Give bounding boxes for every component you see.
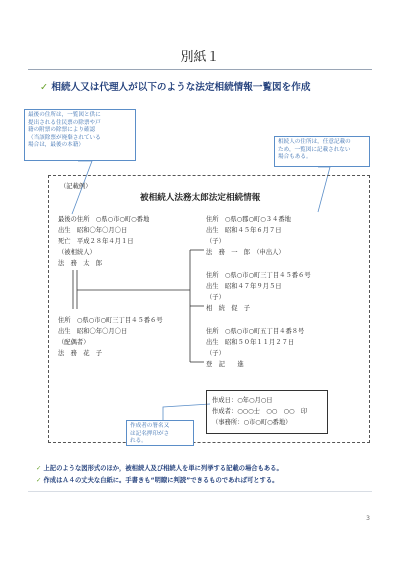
- callout-line: 最後の住所は，一覧図と供に: [28, 112, 101, 118]
- heir-3-birth: 出生 昭和５０年１１月２７日: [206, 339, 295, 346]
- check-icon: ✓: [36, 465, 42, 472]
- heir-3-name: 登 記 進: [206, 361, 244, 368]
- heir-1-role: （子）: [206, 238, 225, 245]
- spouse-role: （配偶者）: [58, 339, 90, 346]
- decedent-death: 死亡 平成２８年４月１日: [58, 238, 134, 245]
- decedent-birth: 出生 昭和〇年〇月〇日: [58, 227, 128, 234]
- author-office: （事務所：○市○町○番地）: [212, 419, 292, 426]
- decedent-address: 最後の住所 ○県○市○町○番地: [58, 216, 150, 223]
- heir-1-address: 住所 ○県○郡○町○３４番地: [206, 216, 291, 223]
- spouse-name: 法 務 花 子: [58, 350, 103, 357]
- note-text: 上記のような図形式のほか，被相続人及び相続人を単に列挙する記載の場合もある。: [43, 465, 283, 472]
- spouse-birth: 出生 昭和〇年〇月〇日: [58, 328, 128, 335]
- heir-2-birth: 出生 昭和４７年９月５日: [206, 283, 282, 290]
- decedent-role: （被相続人）: [58, 249, 96, 256]
- note-2: [36, 475, 278, 484]
- note-1: [36, 463, 283, 472]
- heir-2-address: 住所 ○県○市○町三丁目４５番６号: [206, 272, 311, 279]
- example-label: （記載例）: [60, 183, 92, 190]
- callout-line: れる。: [130, 438, 147, 445]
- page-title: 別紙１: [180, 50, 220, 65]
- callout-line: ため，一覧図に記載されない: [278, 146, 351, 153]
- footer-divider: [28, 491, 372, 492]
- author-date: 作成日：○年○月○日: [212, 397, 273, 404]
- author-creator: 作成者：○○○士 ○○ ○○ 印: [212, 408, 308, 415]
- callout-author-signature: [126, 420, 194, 446]
- page-number: 3: [366, 515, 370, 522]
- callout-line: 相続人の住所は，任意記載の: [278, 139, 351, 145]
- check-icon: ✓: [40, 82, 49, 93]
- decedent-name: 法 務 太 郎: [58, 260, 103, 267]
- callout-line: 作成者の署名又: [130, 423, 170, 429]
- spouse-address: 住所 ○県○市○町三丁目４５番６号: [58, 317, 163, 324]
- heir-1-name: 法 務 一 郎 （申出人）: [206, 249, 285, 256]
- callout-line: 場合は，最後の本籍）: [28, 142, 84, 149]
- note-text: 作成はＡ４の丈夫な白紙に。手書きも“明瞭に判読”できるものであれば可とする。: [43, 477, 279, 484]
- heir-1-birth: 出生 昭和４５年６月７日: [206, 227, 282, 234]
- callout-line: 籍の附票の除票により確認: [28, 127, 96, 134]
- document-title: 被相続人法務太郎法定相続情報: [140, 193, 261, 203]
- heading-text: 相続人又は代理人が以下のような法定相続情報一覧図を作成: [51, 82, 311, 93]
- heir-2-role: （子）: [206, 294, 225, 301]
- heir-3-role: （子）: [206, 350, 225, 357]
- callout-line: 場合もある。: [278, 154, 312, 161]
- callout-line: は記名押印がさ: [130, 430, 170, 437]
- callout-line: （当該除票が廃棄されている: [28, 134, 101, 141]
- heir-2-name: 相 続 促 子: [206, 305, 251, 312]
- check-icon: ✓: [36, 477, 42, 484]
- callout-line: 提出される住民票の除票や戸: [28, 119, 101, 126]
- heir-3-address: 住所 ○県○市○町五丁目４番８号: [206, 328, 305, 335]
